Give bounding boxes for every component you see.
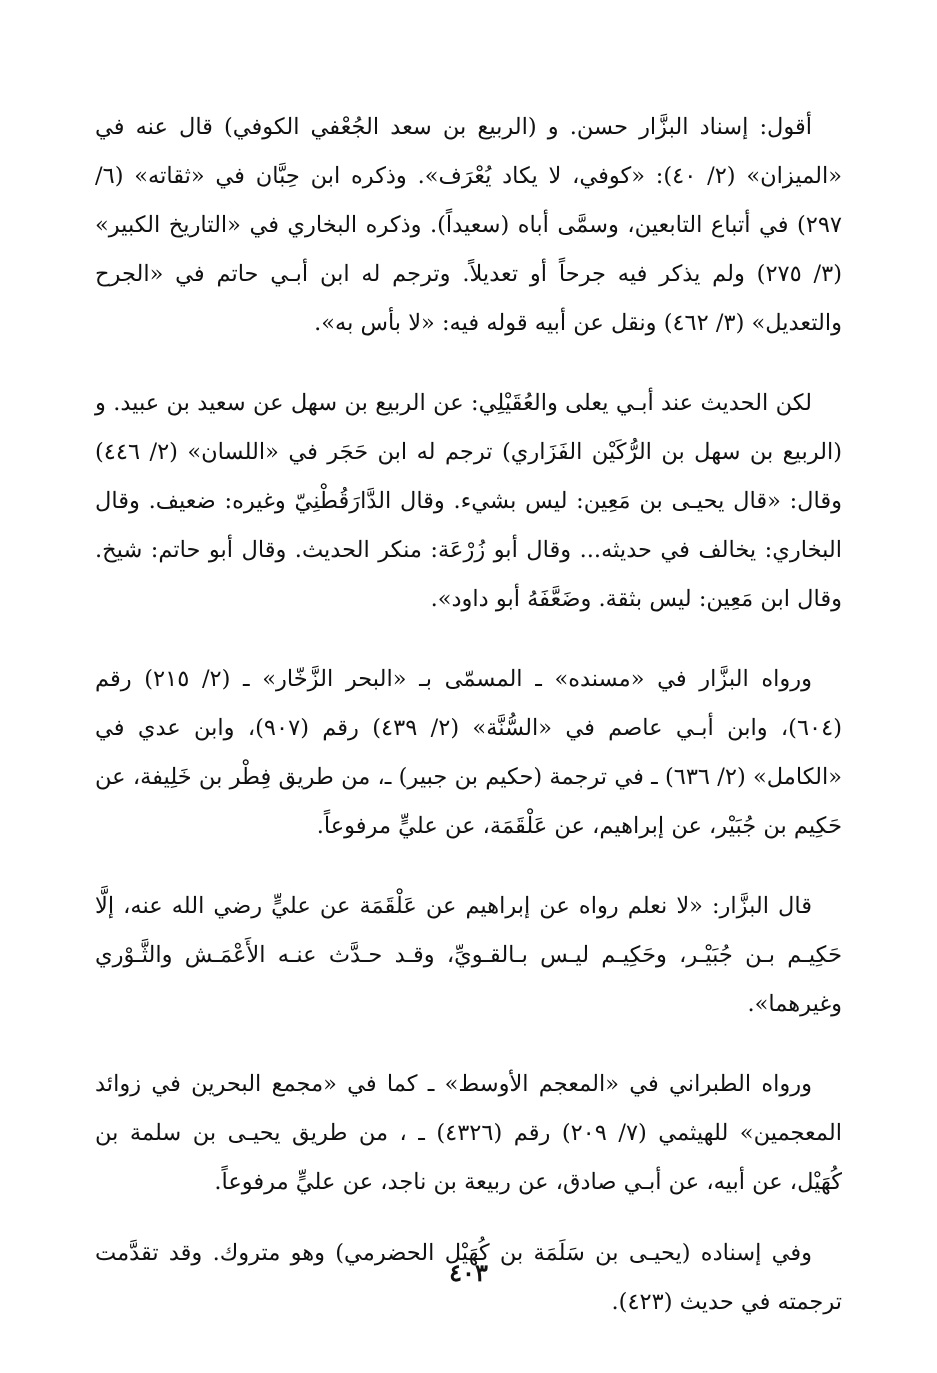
body-text bbox=[95, 103, 842, 1358]
paragraph-6: وفي إسناده (يحيـى بن سَلَمَة بن كُهَيْل الحضرمي) وهو متروك. وقد تقدَّمت ترجمته في حديث (٤٢٣). bbox=[95, 1240, 842, 1315]
paragraph-3: ورواه البزَّار في «مسنده» ـ المسمّى بـ «البحر الزَّخّار» ـ (٢/ ٢١٥) رقم (٦٠٤)، وابن أبـي عاصم في «السُّنَّة» (٢/ ٤٣٩) رقم (٩٠٧)، وابن عدي في «الكامل» (٢/ ٦٣٦) ـ في ترجمة (حكيم بن جبير) ـ، من طريق فِطْر بن خَلِيفة، عن حَكِيم بن جُبَيْر، عن إبراهيم، عن عَلْقَمَة، عن عليٍّ مرفوعاً. bbox=[95, 666, 843, 839]
paragraph-4: قال البزَّار: «لا نعلم رواه عن إبراهيم عن عَلْقَمَة عن عليٍّ رضي الله عنه، إلَّا حَكِيـم بـن جُبَيْـر، وحَكِيـم ليـس بـالقـويِّ، وقـد حـدَّث عنـه الأَعْمَـش والثَّـوْري وغيرهما». bbox=[95, 893, 843, 1017]
paragraph-2: لكن الحديث عند أبـي يعلى والعُقَيْلِي: عن الربيع بن سهل عن سعيد بن عبيد. و (الربيع بن سهل بن الرُّكَيْن الفَزَاري) ترجم له ابن حَجَر في «اللسان» (٢/ ٤٤٦) وقال: «قال يحيـى بن مَعِين: ليس بشيء. وقال الدَّارَقُطْنِيّ وغيره: ضعيف. وقال البخاري: يخالف في حديثه... وقال أبو زُرْعَة: منكر الحديث. وقال أبو حاتم: شيخ. وقال ابن مَعِين: ليس بثقة. وضَعَّفَهُ أبو داود». bbox=[95, 390, 843, 612]
page-number: ٤٠٣ bbox=[449, 1258, 488, 1287]
paragraph-1: أقول: إسناد البزَّار حسن. و (الربيع بن سعد الجُعْفي الكوفي) قال عنه في «الميزان» (٢/ ٤٠): «كوفي، لا يكاد يُعْرَف». وذكره ابن حِبَّان في «ثقاته» (٦/ ٢٩٧) في أتباع التابعين، وسمَّى أباه (سعيداً). وذكره البخاري في «التاريخ الكبير» (٣/ ٢٧٥) ولم يذكر فيه جرحاً أو تعديلاً. وترجم له ابن أبـي حاتم في «الجرح والتعديل» (٣/ ٤٦٢) ونقل عن أبيه قوله فيه: «لا بأس به». bbox=[95, 114, 842, 336]
paragraph-5: ورواه الطبراني في «المعجم الأوسط» ـ كما في «مجمع البحرين في زوائد المعجمين» للهيثمي (٧/ ٢٠٩) رقم (٤٣٢٦) ـ ، من طريق يحيـى بن سلمة بن كُهَيْل، عن أبيه، عن أبـي صادق، عن ربيعة بن ناجد، عن عليٍّ مرفوعاً. bbox=[95, 1071, 842, 1195]
